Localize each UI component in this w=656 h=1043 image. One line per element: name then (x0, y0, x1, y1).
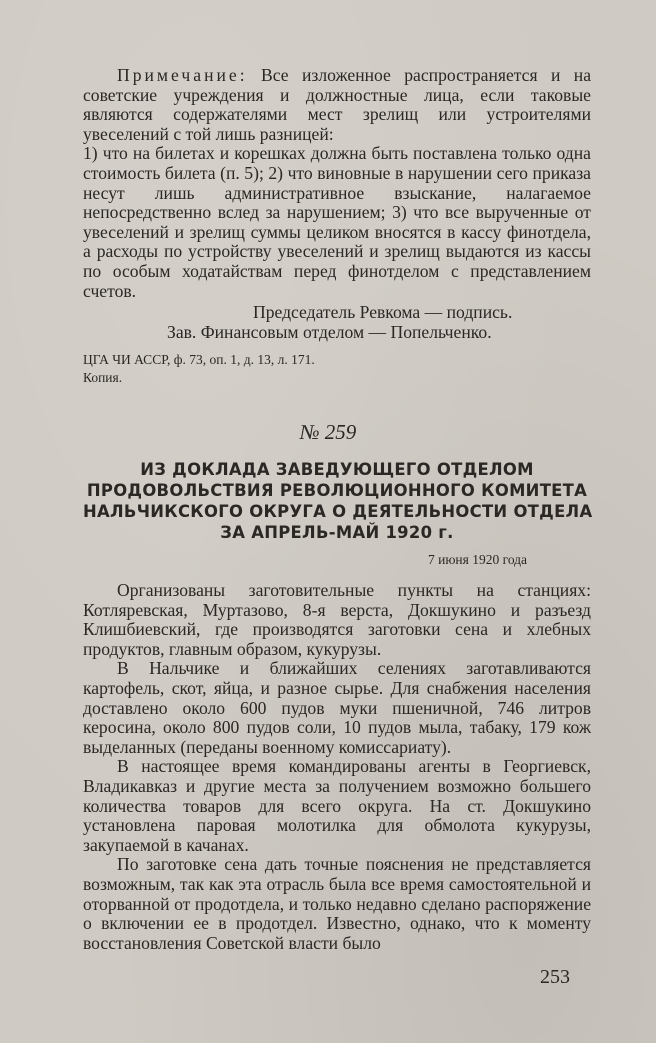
document-title (83, 459, 591, 543)
body-paragraph: В Нальчике и ближайших селениях заготавливаются картофель, скот, яйца, и разное сырье. Для снабжения населения доставлено около 600 пудов муки пшеничной, 746 литров керосина, около 800 пудов соли, 10 пудов мыла, табаку, 179 кож выделанных (переданы военному комиссариату). (83, 658, 591, 757)
body-paragraph: В настоящее время командированы агенты в Георгиевск, Владикавказ и другие места за получением возможно большего количества товаров для всего округа. На ст. Докшукино установлена паровая молотилка для обмолота кукурузы, закупаемой в качанах. (83, 756, 591, 855)
title-line: ИЗ ДОКЛАДА ЗАВЕДУЮЩЕГО ОТДЕЛОМ (140, 460, 534, 479)
title-line: НАЛЬЧИКСКОГО ОКРУГА О ДЕЯТЕЛЬНОСТИ ОТДЕЛА (83, 502, 593, 521)
note-paragraph (83, 66, 591, 144)
body-paragraph: По заготовке сена дать точные пояснения не представляется возможным, так как эта отрасль была все время самостоятельной и оторванной от продотдела, и только недавно сделано распоряжение о включении ее в продотдел. Известно, однако, что к моменту восстановления Советской власти было (83, 854, 591, 953)
document-number: № 259 (299, 420, 357, 444)
title-line: ПРОДОВОЛЬСТВИЯ РЕВОЛЮЦИОННОГО КОМИТЕТА (86, 481, 588, 500)
body-paragraph: Организованы заготовительные пункты на станциях: Котляревская, Муртазово, 8-я верста, Докшукино и разъезд Клишбиевский, где производятся заготовки сена и хлебных продуктов, главным образом, кукурузы. (83, 580, 591, 659)
title-line: ЗА АПРЕЛЬ-МАЙ 1920 г. (220, 523, 454, 542)
note-block (83, 66, 591, 301)
archive-ref: ЦГА ЧИ АССР, ф. 73, оп. 1, д. 13, л. 171. (83, 352, 315, 367)
page-number: 253 (540, 966, 570, 988)
archive-reference (83, 351, 315, 387)
signature-finance-head: Зав. Финансовым отделом — Попельченко. (167, 322, 492, 342)
note-label: Примечание: (117, 65, 248, 85)
document-date: 7 июня 1920 года (428, 552, 528, 567)
archive-copy: Копия. (83, 370, 123, 385)
note-conditions: 1) что на билетах и корешках должна быть поставлена только одна стоимость билета (п. 5); 2) что виновные в нарушении сего приказа несут лишь административное взыскание, налагаемое непосредственно вслед за нарушением; 3) что все вырученные от увеселений и зрелищ суммы целиком вносятся в кассу финотдела, а расходы по устройству увеселений и зрелищ выдаются из кассы по особым ходатайствам перед финотделом с представлением счетов. (83, 143, 591, 301)
document-body (83, 581, 591, 953)
note-text: Все изложенное распространяется и на советские учреждения и должностные лица, если таковые являются содержателями мест зрелищ или устроителями увеселений с той лишь разницей: (83, 65, 591, 144)
signature-chairman: Председатель Ревкома — подпись. (253, 302, 513, 322)
